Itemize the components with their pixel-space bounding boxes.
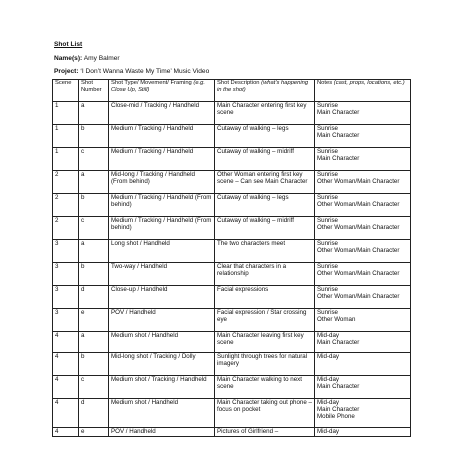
shot-description-cell: Cutaway of walking – legs (215, 125, 315, 148)
shot-description-cell: Main Character walking to next scene (215, 376, 315, 399)
shot-type-cell: Mid-long / Tracking / Handheld (From behind) (109, 171, 215, 194)
shot-description-cell: Cutaway of walking – midriff (215, 148, 315, 171)
shot-description-cell: Main Character taking out phone – focus on pocket (215, 399, 315, 428)
table-row (53, 309, 411, 332)
notes-cell: Mid-day (315, 353, 411, 376)
table-row (53, 240, 411, 263)
table-row (53, 102, 411, 125)
shot-description-cell: The two characters meet (215, 240, 315, 263)
shot-description-cell: Main Character leaving first key scene (215, 332, 315, 353)
header-notes-hint: (cast, props, locations, etc.) (333, 80, 405, 86)
project-value: ‘I Don’t Wanna Waste My Time’ Music Video (80, 68, 210, 75)
names-line (54, 55, 120, 63)
scene-cell: 4 (53, 376, 79, 399)
shot-list-table (52, 79, 411, 437)
notes-cell: Sunrise Main Character (315, 102, 411, 125)
table-row (53, 194, 411, 217)
scene-cell: 1 (53, 102, 79, 125)
scene-cell: 1 (53, 148, 79, 171)
shot-number-cell: b (79, 125, 109, 148)
scene-cell: 3 (53, 263, 79, 286)
header-scene: Scene (53, 80, 79, 102)
header-shot-description: Shot Description (what’s happening in the shot) (215, 80, 315, 102)
header-shot-type: Shot Type/ Movement/ Framing (e.g. Close Up, Still) (109, 80, 215, 102)
shot-number-cell: b (79, 194, 109, 217)
notes-cell: Sunrise Other Woman/Main Character (315, 171, 411, 194)
table-row (53, 217, 411, 240)
notes-cell: Sunrise Main Character (315, 125, 411, 148)
scene-cell: 4 (53, 353, 79, 376)
table-row (53, 428, 411, 437)
notes-cell: Sunrise Other Woman/Main Character (315, 263, 411, 286)
shot-description-cell: Other Woman entering first key scene – Can see Main Character (215, 171, 315, 194)
shot-type-cell: Two-way / Handheld (109, 263, 215, 286)
shot-description-cell: Sunlight through trees for natural imagery (215, 353, 315, 376)
notes-cell: Mid-day Main Character (315, 376, 411, 399)
shot-number-cell: d (79, 399, 109, 428)
scene-cell: 4 (53, 399, 79, 428)
shot-number-cell: b (79, 263, 109, 286)
scene-cell: 1 (53, 125, 79, 148)
shot-type-cell: Medium / Tracking / Handheld (109, 125, 215, 148)
notes-cell: Sunrise Other Woman/Main Character (315, 286, 411, 309)
shot-number-cell: b (79, 353, 109, 376)
notes-cell: Sunrise Other Woman/Main Character (315, 217, 411, 240)
table-row (53, 376, 411, 399)
shot-type-cell: Medium / Tracking / Handheld (From behind) (109, 217, 215, 240)
scene-cell: 2 (53, 217, 79, 240)
shot-list-title: Shot List (54, 41, 83, 48)
notes-cell: Sunrise Other Woman/Main Character (315, 194, 411, 217)
shot-type-cell: Close-up / Handheld (109, 286, 215, 309)
shot-number-cell: e (79, 428, 109, 437)
shot-description-cell: Cutaway of walking – midriff (215, 217, 315, 240)
notes-cell: Mid-day (315, 428, 411, 437)
shot-number-cell: e (79, 309, 109, 332)
shot-type-cell: POV / Handheld (109, 428, 215, 437)
shot-number-cell: c (79, 148, 109, 171)
header-shot-type-hint: (e.g. Close Up, Still) (111, 80, 205, 93)
scene-cell: 2 (53, 171, 79, 194)
shot-description-cell: Pictures of Girlfriend – (215, 428, 315, 437)
shot-type-cell: Medium / Tracking / Handheld (From behind) (109, 194, 215, 217)
shot-number-cell: d (79, 286, 109, 309)
header-notes: Notes (cast, props, locations, etc.) (315, 80, 411, 102)
table-row (53, 171, 411, 194)
table-row (53, 353, 411, 376)
shot-description-cell: Main Character entering first key scene (215, 102, 315, 125)
scene-cell: 2 (53, 194, 79, 217)
header-shot-description-hint: (what’s happening in the shot) (217, 80, 309, 93)
shot-number-cell: a (79, 102, 109, 125)
shot-type-cell: Mid-long shot / Tracking / Dolly (109, 353, 215, 376)
shot-description-cell: Facial expression / Star crossing eye (215, 309, 315, 332)
shot-number-cell: c (79, 376, 109, 399)
scene-cell: 3 (53, 240, 79, 263)
table-header-row (53, 80, 411, 102)
shot-type-cell: Medium shot / Tracking / Handheld (109, 376, 215, 399)
scene-cell: 3 (53, 309, 79, 332)
shot-type-cell: Medium shot / Handheld (109, 399, 215, 428)
table-row (53, 286, 411, 309)
project-line (54, 68, 209, 76)
scene-cell: 3 (53, 286, 79, 309)
document-title (54, 41, 82, 49)
names-value: Amy Balmer (83, 55, 120, 62)
table-row (53, 125, 411, 148)
shot-number-cell: a (79, 171, 109, 194)
shot-number-cell: a (79, 332, 109, 353)
scene-cell: 4 (53, 332, 79, 353)
shot-number-cell: c (79, 217, 109, 240)
project-label: Project: (54, 68, 79, 75)
shot-type-cell: Long shot / Handheld (109, 240, 215, 263)
shot-type-cell: Close-mid / Tracking / Handheld (109, 102, 215, 125)
names-label: Name(s): (54, 55, 83, 62)
notes-cell: Sunrise Other Woman (315, 309, 411, 332)
shot-type-cell: Medium shot / Handheld (109, 332, 215, 353)
table-row (53, 332, 411, 353)
table-row (53, 148, 411, 171)
shot-number-cell: a (79, 240, 109, 263)
shot-description-cell: Cutaway of walking – legs (215, 194, 315, 217)
shot-description-cell: Clear that characters in a relationship (215, 263, 315, 286)
notes-cell: Sunrise Main Character (315, 148, 411, 171)
scene-cell: 4 (53, 428, 79, 437)
table-row (53, 399, 411, 428)
notes-cell: Mid-day Main Character Mobile Phone (315, 399, 411, 428)
notes-cell: Sunrise Other Woman/Main Character (315, 240, 411, 263)
shot-type-cell: POV / Handheld (109, 309, 215, 332)
shot-type-cell: Medium / Tracking / Handheld (109, 148, 215, 171)
table-row (53, 263, 411, 286)
shot-description-cell: Facial expressions (215, 286, 315, 309)
notes-cell: Mid-day Main Character (315, 332, 411, 353)
header-shot-number: Shot Number (79, 80, 109, 102)
